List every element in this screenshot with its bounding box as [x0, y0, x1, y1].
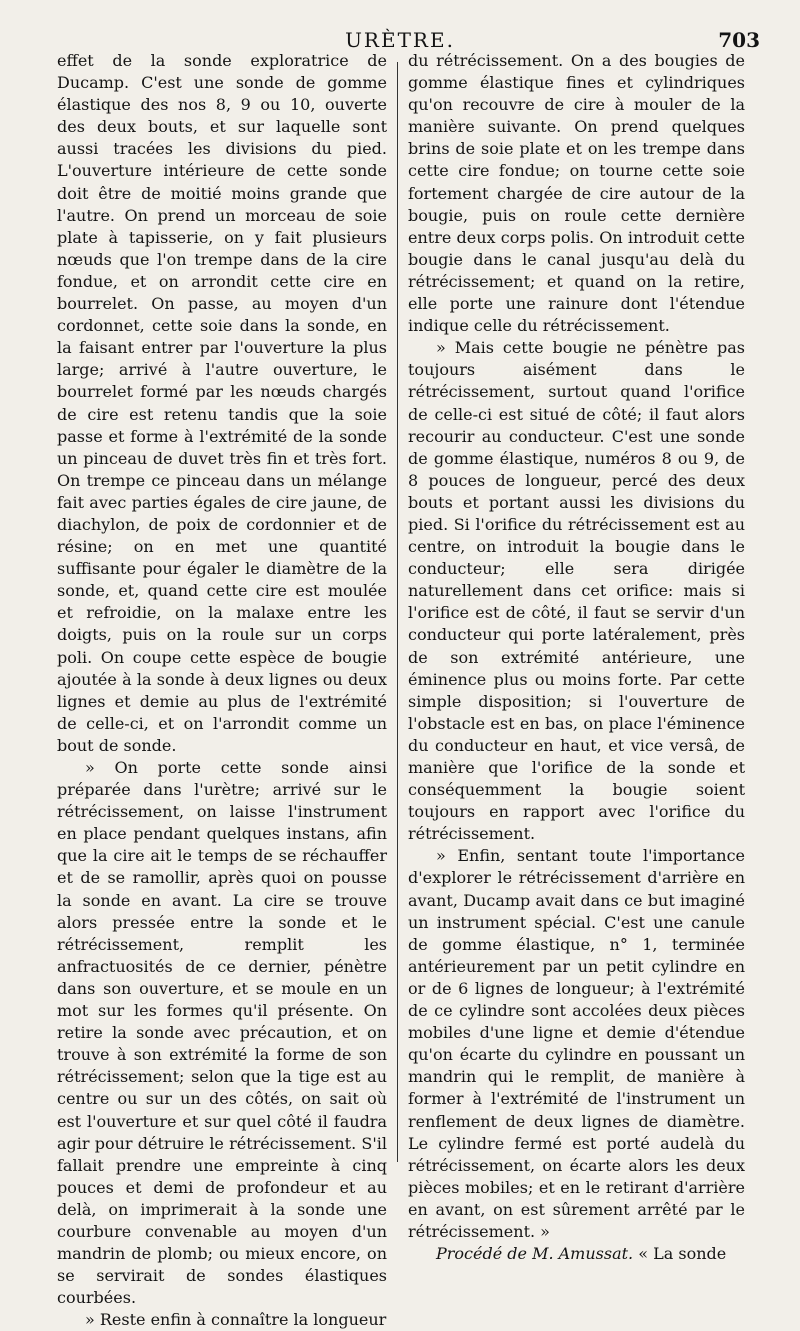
right-paragraph-4	[408, 1243, 745, 1265]
left-paragraph-1: effet de la sonde exploratrice de Ducamp. C'est une sonde de gomme élastique des nos 8, 9 ou 10, ouverte des deux bouts, et sur laquelle sont aussi tracées les divisions du pied. L'ouverture intérieure de cette sonde doit être de moitié moins grande que l'autre. On prend un morceau de soie plate à tapisserie, on y fait plusieurs nœuds que l'on trempe dans de la cire fondue, et on arrondit cette cire en bourrelet. On passe, au moyen d'un cordonnet, cette soie dans la sonde, en la faisant entrer par l'ouverture la plus large; arrivé à l'autre ouverture, le bourrelet formé par les nœuds chargés de cire est retenu tandis que la soie passe et forme à l'extrémité de la sonde un pinceau de duvet très fin et très fort. On trempe ce pinceau dans un mélange fait avec parties égales de cire jaune, de diachylon, de poix de cordonnier et de résine; on en met une quantité suffisante pour égaler le diamètre de la sonde, et, quand cette cire est moulée et refroidie, on la malaxe entre les doigts, puis on la roule sur un corps poli. On coupe cette espèce de bougie ajoutée à la sonde à deux lignes ou deux lignes et demie au plus de l'extrémité de celle-ci, et on l'arrondit comme un bout de sonde.	[57, 51, 387, 755]
right-column	[408, 50, 745, 1265]
left-paragraph-2: » On porte cette sonde ainsi préparée dans l'urètre; arrivé sur le rétrécissement, on laisse l'instrument en place pendant quelques instans, afin que la cire ait le temps de se réchauffer et de se ramollir, après quoi on pousse la sonde en avant. La cire se trouve alors pressée entre la sonde et le rétrécissement, remplit les anfractuosités de ce dernier, pénètre dans son ouverture, et se moule en un mot sur les formes qu'il présente. On retire la sonde avec précaution, et on trouve à son extrémité la forme de son rétrécissement; selon que la tige est au centre ou sur un des côtés, on sait où est l'ouverture et sur quel côté il faudra agir pour détruire le rétrécissement. S'il fallait prendre une empreinte à cinq pouces et demi de profondeur et au delà, on imprimerait à la sonde une courbure convenable au moyen d'un mandrin de plomb; ou mieux encore, on se servirait de sondes élastiques courbées.	[57, 758, 387, 1308]
right-paragraph-1: du rétrécissement. On a des bougies de gomme élastique fines et cylindriques qu'on recouvre de cire à mouler de la manière suivante. On prend quelques brins de soie plate et on les trempe dans cette cire fondue; on tourne cette soie fortement chargée de cire autour de la bougie, puis on roule cette dernière entre deux corps polis. On introduit cette bougie dans le canal jusqu'au delà du rétrécissement; et quand on la retire, elle porte une rainure dont l'étendue indique celle du rétrécissement.	[408, 51, 745, 336]
column-divider	[397, 62, 398, 1162]
right-paragraph-3: » Enfin, sentant toute l'importance d'explorer le rétrécissement d'arrière en avant, Ducamp avait dans ce but imaginé un instrument spécial. C'est une canule de gomme élastique, n° 1, terminée antérieurement par un petit cylindre en or de 6 lignes de longueur; à l'extrémité de ce cylindre sont accolées deux pièces mobiles d'une ligne et demie d'étendue qu'on écarte du cylindre en poussant un mandrin qui le remplit, de manière à former à l'extrémité de l'instrument un renflement de deux lignes de diamètre. Le cylindre fermé est porté audelà du rétrécissement, on écarte alors les deux pièces mobiles; et en le retirant d'arrière en avant, on est sûrement arrêté par le rétrécissement. »	[408, 846, 745, 1241]
left-paragraph-3: » Reste enfin à connaître la longueur	[85, 1310, 387, 1330]
left-column	[57, 50, 387, 1331]
section-heading-amussat: Procédé de M. Amussat.	[436, 1244, 634, 1264]
right-paragraph-4-text: « La sonde	[638, 1244, 727, 1264]
running-title: URÈTRE.	[345, 28, 455, 52]
page-number: 703	[718, 28, 760, 52]
right-paragraph-2: » Mais cette bougie ne pénètre pas toujours aisément dans le rétrécissement, surtout quand l'orifice de celle-ci est situé de côté; il faut alors recourir au conducteur. C'est une sonde de gomme élastique, numéros 8 ou 9, de 8 pouces de longueur, percé des deux bouts et portant aussi les divisions du pied. Si l'orifice du rétrécissement est au centre, on introduit la bougie dans le conducteur; elle sera dirigée naturellement dans cet orifice: mais si l'orifice est de côté, il faut se servir d'un conducteur qui porte latéralement, près de son extrémité antérieure, une éminence plus ou moins forte. Par cette simple disposition; si l'ouverture de l'obstacle est en bas, on place l'éminence du conducteur en haut, et vice versâ, de manière que l'orifice de la sonde et conséquemment la bougie soient toujours en rapport avec l'orifice du rétrécissement.	[408, 338, 745, 844]
